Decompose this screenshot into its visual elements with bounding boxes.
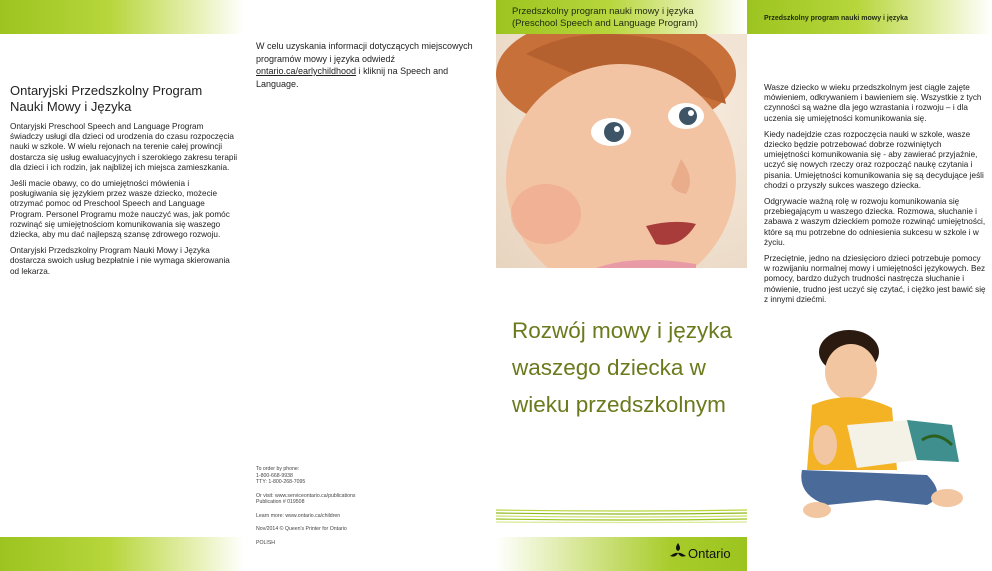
panel-left xyxy=(0,0,244,571)
stripe xyxy=(496,522,747,523)
right-header: Przedszkolny program nauki mowy i języka xyxy=(764,15,908,22)
program-title: Ontaryjski Przedszkolny Program Nauki Mowy i Języka xyxy=(10,83,203,114)
child-face-illustration xyxy=(496,34,747,268)
order-phone-label: To order by phone: xyxy=(256,466,300,472)
panel-cover xyxy=(496,0,747,571)
cover-header xyxy=(512,6,698,30)
order-info xyxy=(256,466,486,553)
publication-number: Publication # 019508 xyxy=(256,499,305,505)
stripe xyxy=(496,516,747,517)
top-green-band xyxy=(0,0,244,34)
info-intro xyxy=(256,40,488,90)
panel-right xyxy=(747,0,992,571)
learn-more: Learn more: www.ontario.ca/children xyxy=(256,512,341,519)
paragraph: Jeśli macie obawy, co do umiejętności mówienia i posługiwania się językiem przez wasze dziecko, możecie otrzymać pomoc od Preschool Speech and Language Program. Personel Programu może nauczyć was, jak pomóc rozwinąć się umiejętnościom komunikowania się waszego dziecka, aby mu dać najlepszą szansę zdrowego rozwoju. xyxy=(10,179,230,240)
face xyxy=(825,344,877,400)
top-green-band xyxy=(496,0,747,34)
eye-highlight xyxy=(614,126,620,132)
ontario-trillium-icon xyxy=(668,541,688,561)
order-phone-block xyxy=(256,466,486,486)
reading-child-photo xyxy=(787,330,987,530)
paragraph: Odgrywacie ważną rolę w rozwoju komunikowania się przebiegającym u waszego dziecka. Rozmowa, słuchanie i zabawa z waszym dzieckiem pomoże rozwinąć umiejętności, które są mu potrzebne do odniesienia sukcesu w szkole i w życiu. xyxy=(764,197,986,247)
child-photo xyxy=(496,34,747,268)
eye-highlight xyxy=(688,110,694,116)
panel-info xyxy=(244,0,496,571)
header-line-1: Przedszkolny program nauki mowy i języka xyxy=(512,6,694,17)
program-description xyxy=(10,122,238,283)
foot xyxy=(803,502,831,518)
ontario-logo-text: Ontario xyxy=(688,546,731,561)
bottom-green-band xyxy=(0,537,244,571)
paragraph: Wasze dziecko w wieku przedszkolnym jest ciągle zajęte mówieniem, odkrywaniem i bawieniem się. Wszystkie z tych czynności są ważne dla jego wzrastania i rozwoju – i dla uczenia się umiejętności komunikowania się. xyxy=(764,83,982,123)
copyright: Nov/2014 © Queen's Printer for Ontario xyxy=(256,526,347,532)
iris-right xyxy=(679,107,697,125)
language-label: POLISH xyxy=(256,539,276,546)
petal xyxy=(670,553,678,557)
header-line-2: (Preschool Speech and Language Program) xyxy=(512,18,698,29)
order-phone: 1-800-668-9938 xyxy=(256,472,293,479)
paragraph: Przeciętnie, jedno na dziesięcioro dzieci potrzebuje pomocy w rozwijaniu normalnej mowy i umiejętności językowych. Bez pomocy, bardzo dużych trudności nastręcza słuchanie i mówienie, trudno jest uczyć się czytać, i ciężko jest bawić się z innymi dziećmi. xyxy=(764,254,986,304)
stripe xyxy=(496,519,747,520)
iris-left xyxy=(604,122,624,142)
communication-text xyxy=(764,83,986,311)
stripe xyxy=(496,510,747,511)
order-tty: TTY: 1-800-268-7095 xyxy=(256,479,306,485)
decorative-stripes xyxy=(496,508,747,524)
order-web-block xyxy=(256,493,486,506)
early-childhood-link[interactable]: ontario.ca/earlychildhood xyxy=(256,66,357,76)
petal xyxy=(678,553,686,557)
top-green-band xyxy=(747,0,992,34)
intro-text: W celu uzyskania informacji dotyczących miejscowych programów mowy i języka odwiedź xyxy=(256,41,473,64)
paragraph: Ontaryjski Preschool Speech and Language Program świadczy usługi dla dzieci od urodzenia do czasu rozpoczęcia nauki w szkole. W wielu rejonach na terenie całej prowincji dostarcza się usług ewaluacyjnych i szerokiego zakresu terapii dla dzieci i ich rodzin, jak najbliżej ich miejsca zamieszkania. xyxy=(10,122,238,172)
cover-title: Rozwój mowy i języka waszego dziecka w wieku przedszkolnym xyxy=(512,318,733,417)
intro-text-end: i kliknij na Speech and Language. xyxy=(256,66,449,89)
order-visit: Or visit: www.serviceontario.ca/publications xyxy=(256,492,356,499)
cheek xyxy=(511,184,581,244)
arm xyxy=(813,425,837,465)
petal xyxy=(676,543,680,551)
stripe xyxy=(496,513,747,514)
foot xyxy=(931,489,963,507)
jeans xyxy=(801,470,937,505)
book-page xyxy=(847,420,917,468)
paragraph: Kiedy nadejdzie czas rozpoczęcia nauki w szkole, wasze dziecko będzie potrzebować dobrze rozwiniętych umiejętności komunikowania się - aby zawierać przyjaźnie, uczyć się nowych rzeczy oraz rozpocząć naukę czytania i pisania. Umiejętności komunikowania się są decydujące jeśli chodzi o przyszły sukces waszego dziecka. xyxy=(764,129,984,190)
paragraph: Ontaryjski Przedszkolny Program Nauki Mowy i Języka dostarcza swoich usług bezpłatnie i nie wymaga skierowania od lekarza. xyxy=(10,246,230,276)
